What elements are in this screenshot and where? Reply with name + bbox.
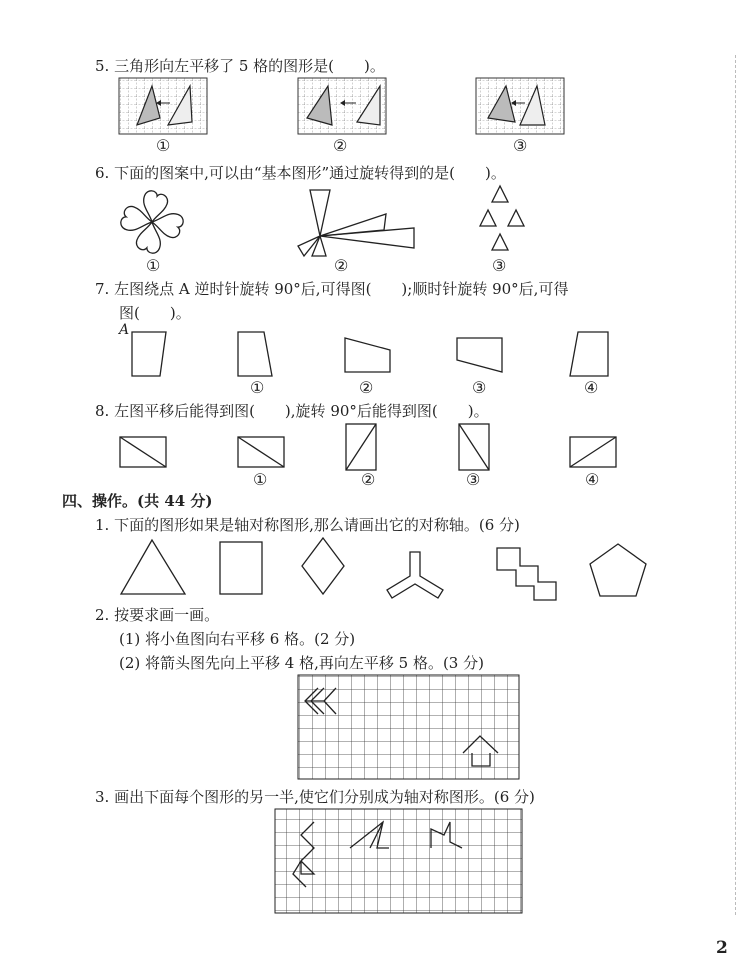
q5-label-2: ② [333,136,348,155]
point-a-label: A [119,322,130,338]
operation-2-sub-2: (2) 将箭头图先向上平移 4 格,再向左平移 5 格。(3 分) [119,654,484,672]
q7-label-1: ① [250,378,265,397]
q7-label-2: ② [359,378,374,397]
operation-2-sub-1: (1) 将小鱼图向右平移 6 格。(2 分) [119,630,356,648]
question-8: 8. 左图平移后能得到图( ),旋转 90°后能得到图( )。 [95,402,489,420]
q6-label-3: ③ [492,256,507,275]
q7-label-4: ④ [584,378,599,397]
question-7-line-2: 图( )。 [119,304,191,322]
q7-label-3: ③ [472,378,487,397]
q8-label-3: ③ [466,470,481,489]
q8-label-4: ④ [585,470,600,489]
question-6: 6. 下面的图案中,可以由“基本图形”通过旋转得到的是( )。 [95,164,506,182]
q6-label-2: ② [334,256,349,275]
q6-label-1: ① [146,256,161,275]
operation-1: 1. 下面的图形如果是轴对称图形,那么请画出它的对称轴。(6 分) [95,516,520,534]
q8-label-2: ② [361,470,376,489]
page-number: 2 [716,938,728,958]
q5-label-3: ③ [513,136,528,155]
section-4-title: 四、操作。(共 44 分) [62,492,213,510]
operation-2: 2. 按要求画一画。 [95,606,220,624]
question-7-line-1: 7. 左图绕点 A 逆时针旋转 90°后,可得图( );顺时针旋转 90°后,可得 [95,280,569,298]
q8-label-1: ① [253,470,268,489]
question-5: 5. 三角形向左平移了 5 格的图形是( )。 [95,57,385,75]
q5-label-1: ① [156,136,171,155]
operation-3: 3. 画出下面每个图形的另一半,使它们分别成为轴对称图形。(6 分) [95,788,535,806]
